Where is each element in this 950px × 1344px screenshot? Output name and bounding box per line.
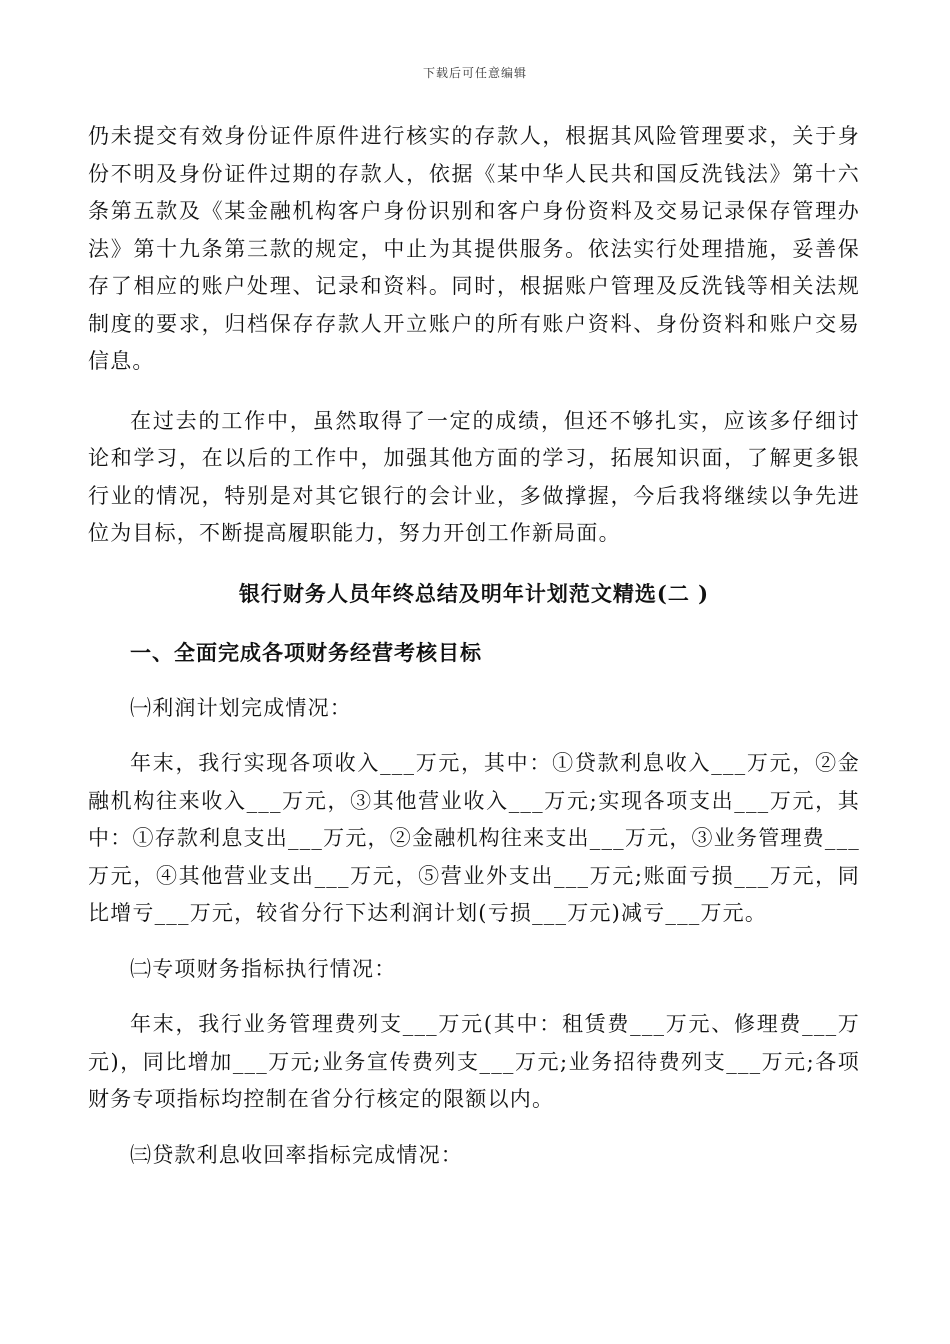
document-title: 银行财务人员年终总结及明年计划范文精选(二 ) <box>238 580 710 606</box>
subheading-interest-recovery: ㈢贷款利息收回率指标完成情况： <box>130 1142 463 1167</box>
paragraph-income-expense: 年末，我行实现各项收入___万元，其中：①贷款利息收入___万元，②金融机构往来收入___万元，③其他营业收入___万元;实现各项支出___万元，其中：①存款利息支出___万元，②金融机构往来支出___万元，③业务管理费___万元，④其他营业支出___万元，⑤营业外支出___万元;账面亏损___万元，同比增亏___万元，较省分行下达利润计划(亏损___万元)减亏___万元。 <box>88 751 860 925</box>
section-heading-1: 一、全面完成各项财务经营考核目标 <box>130 640 482 665</box>
subheading-profit-plan: ㈠利润计划完成情况： <box>130 695 352 720</box>
paragraph-account-handling: 仍未提交有效身份证件原件进行核实的存款人，根据其风险管理要求，关于身份不明及身份证件过期的存款人，依据《某中华人民共和国反洗钱法》第十六条第五款及《某金融机构客户身份识别和客户身份资料及交易记录保存管理办法》第十九条第三款的规定，中止为其提供服务。依法实行处理措施，妥善保存了相应的账户处理、记录和资料。同时，根据账户管理及反洗钱等相关法规制度的要求，归档保存存款人开立账户的所有账户资料、身份资料和账户交易信息。 <box>88 124 860 373</box>
document-body <box>88 118 860 1174</box>
paragraph-work-reflection: 在过去的工作中，虽然取得了一定的成绩，但还不够扎实，应该多仔细讨论和学习，在以后的工作中，加强其他方面的学习，拓展知识面，了解更多银行业的情况，特别是对其它银行的会计业，多做撑握，今后我将继续以争先进位为目标，不断提高履职能力，努力开创工作新局面。 <box>88 408 860 545</box>
page-header: 下载后可任意编辑 <box>422 66 527 80</box>
paragraph-management-fees: 年末，我行业务管理费列支___万元(其中：租赁费___万元、修理费___万元)，同比增加___万元;业务宣传费列支___万元;业务招待费列支___万元;各项财务专项指标均控制在省分行核定的限额以内。 <box>88 1012 860 1111</box>
subheading-special-indicators: ㈡专项财务指标执行情况： <box>130 956 397 981</box>
